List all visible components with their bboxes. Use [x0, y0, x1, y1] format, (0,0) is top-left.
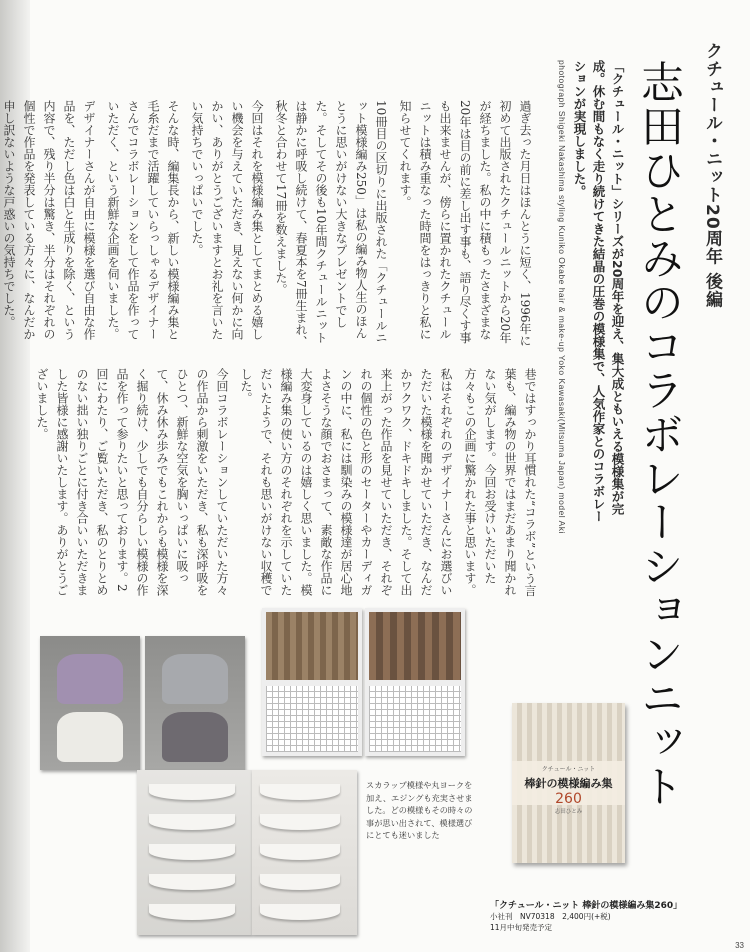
- photo-cable-swatch-chart-left: [262, 608, 362, 756]
- page-number: 33: [735, 941, 744, 950]
- frill-swatch: [149, 874, 235, 890]
- grey-skirt-swatch: [162, 654, 228, 704]
- book-cover-series: クチュール・ニット: [541, 766, 596, 773]
- book-cover-author: 志田ひとみ: [554, 809, 583, 815]
- paragraph: デザイナーさんが自由に模様を選び自由な作品を、ただし色は白と生成りを除く、という内容で、残り半分は驚き、半分はそれぞれの個性で作品を発表している方々に、なんだか申し訳ないような戸惑いの気持ちでした。: [2, 100, 96, 340]
- knitting-chart-grid: [369, 686, 461, 752]
- photo-credit: photograph Shigeki Nakashima styling Kuniko Okabe hair & make-up Yoko Kawasaki(Mitsuma Japan) model Aki: [557, 60, 567, 534]
- frill-swatch: [149, 844, 235, 860]
- photo-skirt-pages-left: [40, 636, 140, 770]
- book-cover-title: 棒針の模様編み集: [524, 777, 613, 790]
- charcoal-skirt-swatch: [162, 712, 228, 762]
- frill-swatch: [149, 904, 235, 920]
- book-cover-band: [512, 761, 625, 815]
- book-cover: [512, 703, 625, 863]
- knitting-chart-grid: [266, 686, 358, 752]
- photo-frill-edgings-left: [137, 770, 252, 935]
- paragraph: 私はそれぞれのデザイナーさんにお選びいただいた模様を聞かせていただき、なんだかワクワク、ドキドキしました。そして出来上がった作品を見せていただき、それぞれの個性の色と形のセーターやカーディガンの中に、私には馴染みの模様達が居心地よさそうな顔でおさまって、素敵な作品に大変身しているのは嬉しく思いました。模様編み集の使い方のそれぞれを示していただいたようで、それも思いがけない収穫でした。: [239, 368, 453, 596]
- paragraph: 10冊目の区切りに出版された「クチュールニット模様編み250」は私の編み物人生のほんとうに思いがけない大きなプレゼントでした。そしてその後も10年間クチュールニットは静かに呼吸し続けて、春夏本を7冊生まれ、秋冬と合わせて17冊を数えました。: [274, 100, 388, 348]
- paragraph: 今回コラボレーションしていただいた方々の作品から刺激をいただき、私も深呼吸をひとつ、新鮮な空気を胸いっぱいに吸って、休み休み歩みでもこれからも模様を深く掘り続け、少しでも自分らしい模様の作品を作って参りたいと思っております。2回にわたり、ご覧いただき、私のとりとめのない拙い独りごとに付き合いいただきました皆様に感謝いたします。ありがとうございました。: [35, 368, 229, 596]
- frill-swatch: [260, 814, 340, 830]
- photo-cable-swatch-chart-right: [365, 608, 465, 756]
- book-cover-number: 260: [555, 791, 582, 807]
- cable-knit-swatch: [369, 612, 461, 680]
- frill-swatch: [260, 784, 340, 800]
- frill-swatch: [260, 844, 340, 860]
- book-info: [490, 898, 682, 933]
- paragraph: 過ぎ去った月日はほんとうに短く、1996年に初めて出版されたクチュールニットから20年が経ちました。私の中に積もったさまざまな20年は目の前に差し出す事も、語り尽くす事も出来ませんが、傍らに置かれたクチュールニットは積み重なった時間をはっきりと私に知らせてくれます。: [398, 100, 532, 347]
- book-info-price: 小社刊 NV70318 2,400円(+税): [490, 912, 611, 921]
- frill-swatch: [260, 904, 340, 920]
- paragraph: そんな時、編集長から、新しい模様編み集と毛糸だまで活躍していらっしゃるデザイナーさんでコラボレーションをして作品を作っていただく、という新鮮な企画を伺いました。: [106, 100, 180, 340]
- article-title: 志田ひとみのコラボレーションニット: [634, 60, 684, 808]
- book-info-title: 「クチュール・ニット 棒針の模様編み集260」: [490, 901, 683, 911]
- cable-knit-swatch: [266, 612, 358, 680]
- series-heading: クチュール・ニット20周年 後編: [702, 42, 722, 309]
- body-column-lower: [35, 368, 540, 600]
- photo-frill-edgings-right: [252, 770, 357, 935]
- frill-swatch: [149, 784, 235, 800]
- white-skirt-swatch: [57, 712, 123, 762]
- photo-skirt-pages-right: [145, 636, 245, 770]
- book-info-release: 11月中旬発売予定: [490, 923, 553, 932]
- lavender-skirt-swatch: [57, 654, 123, 704]
- paragraph: 今回はそれを模様編み集としてまとめる嬉しい機会を与えていただき、見えない何かに向かい、ありがとうございますとお礼を言いたい気持ちでいっぱいでした。: [190, 100, 264, 340]
- lead-text: 「クチュール・ニット」シリーズが20周年を迎え、集大成ともいえる模様集が完成。休む間もなく走り続けてきた結晶の圧巻の模様集で、人気作家とのコラボレーションが実現しました。: [572, 60, 625, 523]
- frill-swatch: [260, 874, 340, 890]
- photo-caption: スカラップ模様や丸ヨークを加え、エジングも充実させました。どの模様もその時々の事が思い出されて、模様選びにとても迷いました: [366, 780, 473, 840]
- body-column-upper: [2, 100, 535, 348]
- paragraph: 巷ではすっかり耳慣れた“コラボ”という言葉も、編み物の世界ではまだあまり聞かれない気がします。今回お受けいただいた方々もこの企画に驚かれた事と思います。: [463, 368, 537, 597]
- frill-swatch: [149, 814, 235, 830]
